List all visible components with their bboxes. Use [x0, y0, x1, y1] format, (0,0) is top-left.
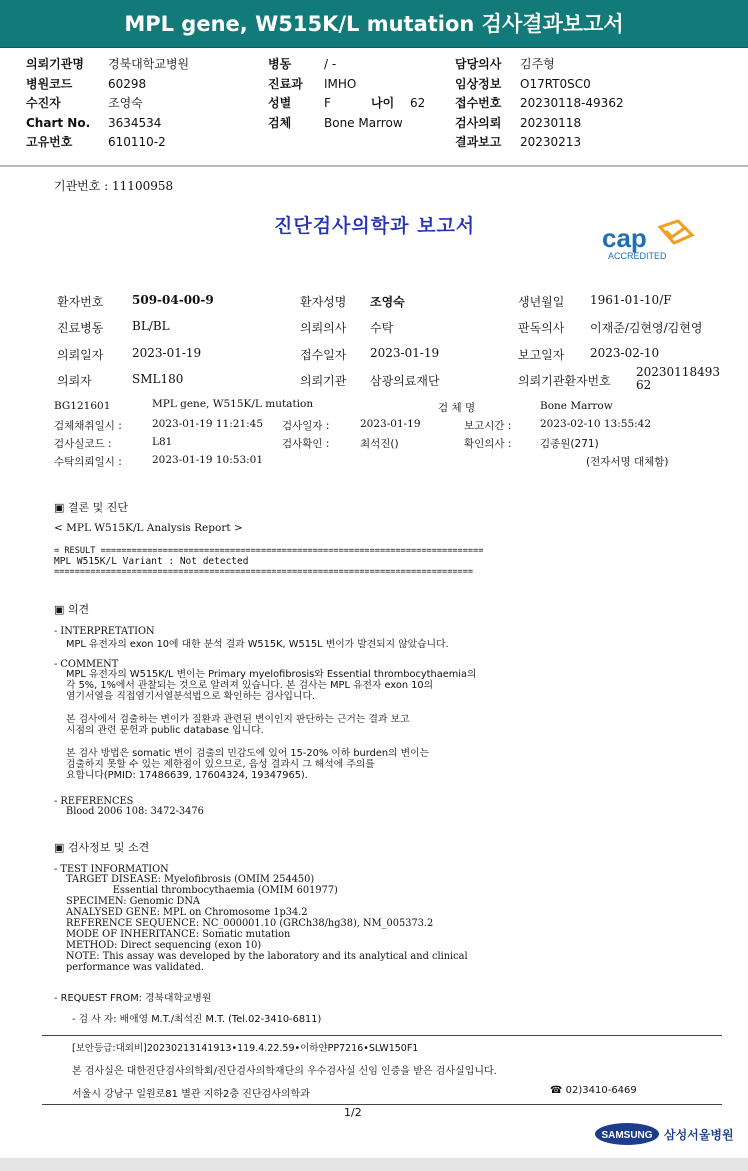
- patient-field-label: 진료병동: [57, 321, 104, 335]
- text-line: NOTE: This assay was developed by the laboratory and its analytical and clinical: [66, 951, 468, 962]
- header-label: Chart No.: [26, 115, 91, 130]
- patient-field-value: 1961-01-10/F: [590, 293, 672, 307]
- tester-info: - 검 사 자: 배애영 M.T./최석진 M.T. (Tel.02-3410-6811): [72, 1014, 322, 1025]
- patient-field-label: 의뢰일자: [57, 348, 104, 362]
- interpretation-head: - INTERPRETATION: [54, 626, 155, 637]
- header-value: IMHO: [324, 76, 357, 91]
- text-line: 염기서열을 직접염기서열분석법으로 확인하는 검사입니다.: [66, 691, 316, 702]
- address-line: 서울시 강남구 일원로81 별관 지하2층 진단검사의학과: [72, 1089, 310, 1100]
- test-name: MPL gene, W515K/L mutation: [152, 398, 314, 410]
- text-line: 검출하지 못할 수 있는 제한점이 있으므로, 음성 결과시 그 해석에 주의를: [66, 759, 375, 770]
- lab-code-label: 검사실코드 :: [54, 438, 112, 450]
- recv-label: 수탁의뢰일시 :: [54, 456, 122, 468]
- section-test-info: ▣ 검사정보 및 소견: [54, 841, 150, 854]
- header-label: 병동: [268, 57, 292, 71]
- document-title: MPL gene, W515K/L mutation 검사결과보고서: [0, 0, 748, 48]
- patient-field-value: 509-04-00-9: [132, 293, 214, 307]
- header-label: 성별: [268, 96, 292, 110]
- header-label: 검체: [268, 115, 292, 130]
- test-date-label: 검사일자 :: [282, 420, 330, 432]
- analysis-report-title: < MPL W515K/L Analysis Report >: [54, 522, 243, 534]
- report-time-value: 2023-02-10 13:55:42: [540, 418, 652, 430]
- text-line: ANALYSED GENE: MPL on Chromosome 1p34.2: [66, 907, 308, 918]
- comment-paragraph-3: [66, 748, 429, 781]
- samsung-hospital-text: 삼성서울병원: [664, 1128, 734, 1142]
- text-line: 시점의 관련 문헌과 public database 입니다.: [66, 725, 264, 736]
- header-value: 20230118: [520, 115, 582, 130]
- text-line: TARGET DISEASE: Myelofibrosis (OMIM 254450): [66, 874, 315, 885]
- header-label: 의뢰기관명: [26, 57, 84, 71]
- header-value: 3634534: [108, 115, 162, 130]
- comment-head: - COMMENT: [54, 659, 119, 670]
- cap-logo-sub: ACCREDITED: [608, 251, 667, 261]
- test-date-value: 2023-01-19: [360, 418, 421, 430]
- footer-rule-top: [42, 1035, 722, 1036]
- test-code: BG121601: [54, 400, 111, 412]
- patient-field-value: 2023-01-19: [370, 346, 440, 360]
- header-label: 임상정보: [455, 76, 502, 91]
- header-value: Bone Marrow: [324, 115, 403, 130]
- result-rule-bottom: =================================================================================: [54, 567, 474, 577]
- patient-field-value: 수탁: [370, 321, 394, 335]
- comment-paragraph-2: [66, 714, 409, 736]
- samsung-brand-text: SAMSUNG: [601, 1130, 653, 1141]
- patient-field-value: 이재준/김현영/김현영: [590, 321, 703, 335]
- text-line: 각 5%, 1%에서 관찰되는 것으로 알려져 있습니다. 본 검사는 MPL 유전자 exon 10의: [66, 680, 434, 691]
- certification-line: 본 검사실은 대한진단검사의학회/진단검사의학재단의 우수검사실 신임 인증을 받은 검사실입니다.: [72, 1066, 497, 1077]
- patient-field-value: SML180: [132, 372, 184, 386]
- bottom-gray-strip: [0, 1158, 748, 1171]
- page-number: 1/2: [344, 1106, 362, 1119]
- header-value: 조영숙: [108, 96, 143, 110]
- header-label: 병원코드: [26, 76, 73, 91]
- text-line: MPL 유전자의 W515K/L 변이는 Primary myelofibrosis와 Essential thrombocythaemia의: [66, 669, 477, 680]
- result-rule-top: = RESULT ==========================================================================: [54, 546, 484, 556]
- header-label: 접수번호: [455, 96, 502, 110]
- patient-field-value: 2023011849362: [636, 365, 720, 392]
- header-label: 고유번호: [26, 135, 73, 149]
- test-info-lines: [66, 874, 468, 973]
- samsung-hospital-logo: [594, 1120, 734, 1148]
- header-label: 결과보고: [455, 135, 502, 149]
- patient-field-label: 의뢰자: [57, 374, 92, 388]
- confirm-doc-value: 김종원(271): [540, 438, 599, 450]
- confirm-label: 검사확인 :: [282, 438, 330, 450]
- collect-label: 검체채취일시 :: [54, 420, 122, 432]
- header-separator: [0, 165, 748, 167]
- cap-accredited-logo: [600, 219, 696, 263]
- text-line: REFERENCE SEQUENCE: NC_000001.10 (GRCh38/hg38), NM_005373.2: [66, 918, 434, 929]
- security-line: [보안등급:대외비]20230213141913•119.4.22.59•이하얀PP7216•SLW150F1: [72, 1043, 419, 1054]
- header-value: 20230213: [520, 135, 582, 149]
- specimen-label: 검 체 명: [438, 402, 476, 414]
- request-from: - REQUEST FROM: 경북대학교병원: [54, 993, 212, 1004]
- patient-field-label: 의뢰기관환자번호: [518, 374, 611, 388]
- interpretation-text: MPL 유전자의 exon 10에 대한 분석 결과 W515K, W515L 변이가 발견되지 않았습니다.: [66, 639, 449, 650]
- result-value: MPL W515K/L Variant : Not detected: [54, 556, 249, 567]
- esign-note: (전자서명 대체함): [586, 456, 669, 468]
- report-time-label: 보고시간 :: [464, 420, 512, 432]
- patient-field-label: 판독의사: [518, 321, 565, 335]
- header-value: O17RT0SC0: [520, 76, 591, 91]
- patient-field-label: 보고일자: [518, 348, 565, 362]
- collect-value: 2023-01-19 11:21:45: [152, 418, 264, 430]
- patient-field-label: 환자성명: [300, 295, 347, 309]
- patient-field-value: 삼광의료재단: [370, 374, 440, 388]
- header-label: 수진자: [26, 96, 61, 110]
- section-result: ▣ 결론 및 진단: [54, 501, 129, 514]
- comment-paragraph-1: [66, 669, 477, 702]
- recv-value: 2023-01-19 10:53:01: [152, 454, 264, 466]
- text-line: Essential thrombocythaemia (OMIM 601977): [66, 885, 338, 896]
- text-line: 요합니다(PMID: 17486639, 17604324, 19347965).: [66, 770, 308, 781]
- footer-rule-bottom: [42, 1104, 722, 1105]
- header-label: 담당의사: [455, 57, 502, 71]
- test-info-head: - TEST INFORMATION: [54, 864, 169, 875]
- header-value: 20230118-49362: [520, 96, 624, 110]
- patient-field-label: 접수일자: [300, 348, 347, 362]
- header-label: 진료과: [268, 76, 303, 91]
- patient-field-label: 환자번호: [57, 295, 104, 309]
- text-line: 본 검사 방법은 somatic 변이 검출의 민감도에 있어 15-20% 이하 burden의 변이는: [66, 748, 430, 759]
- confirm-value: 최석진(): [360, 438, 399, 450]
- header-value: / -: [324, 57, 337, 71]
- cap-logo-text: cap: [602, 223, 647, 253]
- section-opinion: ▣ 의견: [54, 603, 90, 616]
- confirm-doc-label: 확인의사 :: [464, 438, 512, 450]
- patient-field-value: 2023-02-10: [590, 346, 660, 360]
- header-label: 검사의뢰: [455, 115, 502, 130]
- text-line: METHOD: Direct sequencing (exon 10): [66, 940, 262, 951]
- header-value: 60298: [108, 76, 147, 91]
- patient-field-label: 생년월일: [518, 295, 565, 309]
- report-title: 진단검사의학과 보고서: [274, 215, 476, 237]
- patient-field-label: 의뢰의사: [300, 321, 347, 335]
- text-line: SPECIMEN: Genomic DNA: [66, 896, 200, 907]
- header-value: 김주형: [520, 57, 555, 71]
- patient-field-label: 의뢰기관: [300, 374, 347, 388]
- age-value: 62: [410, 96, 426, 110]
- references-head: - REFERENCES: [54, 796, 134, 807]
- text-line: MODE OF INHERITANCE: Somatic mutation: [66, 929, 291, 940]
- lab-code-value: L81: [152, 436, 173, 448]
- header-value: F: [324, 96, 331, 110]
- age-label: 나이: [371, 96, 395, 110]
- header-value: 610110-2: [108, 135, 166, 149]
- institution-number: 기관번호 : 11100958: [54, 179, 174, 193]
- text-line: 본 검사에서 검출하는 변이가 질환과 관련된 변이인지 판단하는 근거는 결과 보고: [66, 714, 410, 725]
- phone-line: ☎ 02)3410-6469: [550, 1085, 637, 1096]
- references-text: Blood 2006 108: 3472-3476: [66, 806, 204, 817]
- patient-field-value: BL/BL: [132, 319, 170, 333]
- text-line: performance was validated.: [66, 962, 205, 973]
- patient-field-value: 2023-01-19: [132, 346, 202, 360]
- header-value: 경북대학교병원: [108, 57, 190, 71]
- specimen-value: Bone Marrow: [540, 400, 613, 412]
- patient-field-value: 조영숙: [370, 295, 405, 309]
- report-page: [2, 169, 746, 1159]
